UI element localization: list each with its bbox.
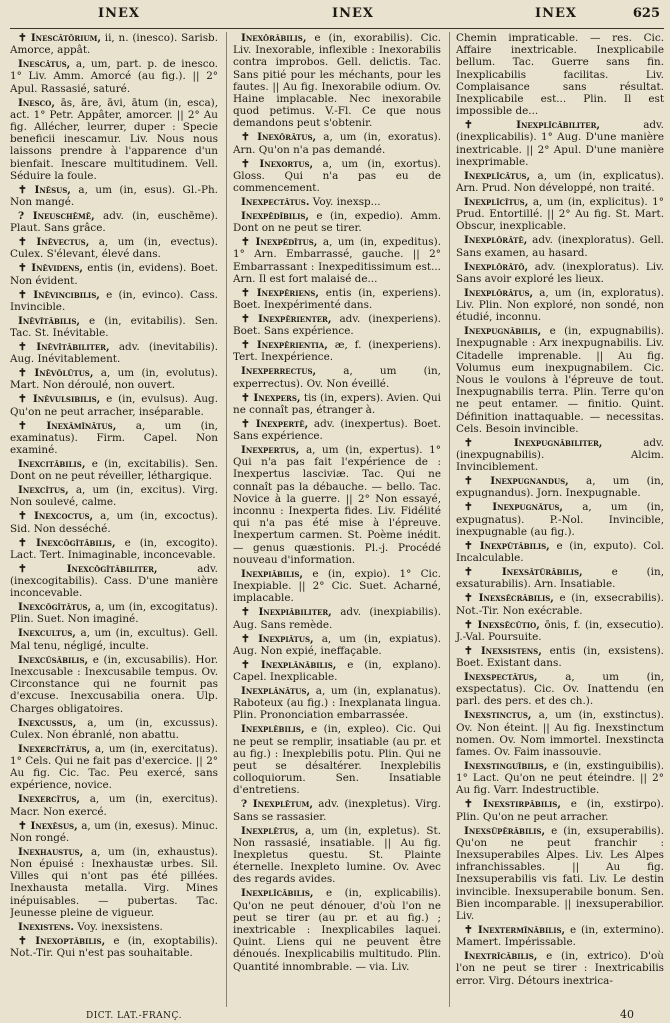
dictionary-entry [456, 475, 664, 499]
entry-headword: ✝ Inexpertē, [241, 417, 309, 430]
entry-headword: ✝ Inexcōgĭtābilis, [18, 536, 116, 549]
dictionary-entry [10, 458, 218, 482]
dictionary-entry [233, 158, 441, 195]
entry-definition: entis (in, evidens). Boet. Non évident. [10, 262, 218, 287]
dictionary-entry [456, 437, 664, 474]
dictionary-entry [233, 568, 441, 605]
entry-definition: e (in, expugnabilis). Inexpugnable : Arx inexpugnabilis. Liv. Citadelle imprenable. || Au fig. Volumus eum inexpugnabilem. Cic. Nous le voulons à l'épreuve de tout. Inexpugnabilis terra. Plin. Terre qu'on ne peut entamer. — finitio. Quint. Définition inattaquable. — necessitas. Cels. Besoin invincible. [456, 325, 664, 435]
entry-definition: adv. (inexploratus). Liv. Sans avoir exploré les lieux. [456, 260, 664, 285]
entry-definition: a, um (in, evectus). Culex. S'élevant, élevé dans. [10, 236, 218, 261]
entry-definition: adv. (inexpugnabilis). Alcim. Invinciblement. [456, 436, 664, 474]
sheet-number: 40 [620, 1008, 634, 1021]
entry-definition: e (in, exstinguibilis). 1° Lact. Qu'on ne peut éteindre. || 2° Au fig. Varr. Indestructible. [456, 759, 664, 797]
entry-definition: a, um (in, explanatus). Raboteux (au fig.) : Inexplanata lingua. Plin. Prononciation embarrassée. [233, 684, 441, 722]
page-footer [0, 1005, 670, 1021]
dictionary-entry [10, 289, 218, 313]
entry-definition: tis (in, expers). Avien. Qui ne connaît pas, étranger à. [233, 391, 441, 416]
entry-headword: Inexplānātus, [241, 684, 311, 697]
dictionary-entry [456, 825, 664, 923]
entry-headword: Inexcitābilis, [18, 458, 86, 471]
entry-definition: a, um (in, experrectus). Ov. Non éveillé. [233, 365, 441, 390]
entry-headword: ✝ Inexplĭcābiliter, [464, 119, 601, 132]
entry-definition: a, um (in, expugnandus). Jorn. Inexpugnable. [456, 475, 664, 500]
entry-definition: e (in, explicabilis). Qu'on ne peut dénouer, d'où l'on ne peut se tirer (au pr. et au fig.) ; inextricable : Inexplicabiles laquei. Quint. Liens qui ne peuvent être dénoués. Inexplicabilis multitudo. Plin. Quantité innombrable. — via. Liv. [233, 887, 441, 973]
entry-headword: Inexōrābilis, [241, 32, 307, 44]
dictionary-entry [456, 196, 664, 233]
dictionary-entry [456, 287, 664, 324]
dictionary-entry [233, 287, 441, 311]
entry-definition: e (in, expio). 1° Cic. Inexpiable. || 2° Cic. Suet. Acharné, implacable. [233, 567, 441, 605]
page-number: 625 [632, 6, 660, 21]
dictionary-entry [233, 825, 441, 886]
entry-definition: ās, āre, āvi, ātum (in, esca), act. 1° Petr. Appâter, amorcer. || 2° Au fig. Allécher, leurrer, duper : Specie beneficii inescamur. Liv. Nous nous laissons prendre à l'apparence d'un bienfait. Inescare multitudinem. Vell. Séduire la foule. [10, 96, 218, 182]
entry-definition: e (in, exsaturabilis). Arn. Insatiable. [456, 566, 664, 591]
dictionary-entry [10, 262, 218, 286]
dictionary-entry [456, 950, 664, 987]
entry-definition: adv. (inexcogitabilis). Cass. D'une manière inconcevable. [10, 562, 218, 600]
entry-definition: e (in, explano). Capel. Inexplicable. [233, 658, 441, 683]
entry-headword: ✝ Inexsĕcūtio, [464, 618, 540, 631]
dictionary-entry [10, 921, 218, 933]
entry-definition: adv. (inexperiens). Boet. Sans expérience. [233, 313, 441, 338]
dictionary-entry [10, 420, 218, 457]
entry-definition: adv. (in, euschēme). Plaut. Sans grâce. [10, 210, 218, 235]
entry-definition: e (in, expleo). Cic. Qui ne peut se remplir, insatiable (au pr. et au fig.) : Inexplebilis potu. Plin. Qui ne peut se désaltérer. Inexplebilis colloquiorum. Sen. Insatiable d'entretiens. [233, 723, 441, 797]
entry-definition: e (in, excitabilis). Sen. Dont on ne peut réveiller, léthargique. [10, 458, 218, 483]
entry-definition: a, um (in, excussus). Culex. Non ébranlé, non abattu. [10, 716, 218, 741]
entry-headword: Inexercĭtātus, [18, 742, 91, 755]
dictionary-entry [10, 32, 218, 56]
entry-headword: Inexpectātus. [241, 196, 310, 209]
dictionary-entry [233, 236, 441, 285]
dictionary-entry [456, 234, 664, 258]
dictionary-entry [456, 325, 664, 435]
entry-headword: ✝ Inexpiātus, [241, 632, 314, 645]
dictionary-entry [233, 444, 441, 566]
entry-definition: e (in, extrico). D'où l'on ne peut se tirer : Inextricabilis error. Virg. Détours inextrica- [456, 950, 664, 987]
dictionary-entry [10, 341, 218, 365]
entry-definition: entis (in, experiens). Boet. Inexpérimenté dans. [233, 286, 441, 312]
entry-definition: adv. (inexplicabilis). 1° Aug. D'une manière inextricable. || 2° Apul. D'une manière inexprimable. [456, 119, 664, 168]
entry-headword: Inexpiābilis, [241, 567, 304, 580]
column-right [449, 32, 664, 1007]
dictionary-entry [233, 392, 441, 416]
dictionary-entry [456, 32, 664, 117]
entry-headword: ? Ineuschēmē, [18, 210, 95, 223]
entry-headword: ✝ Inexortus, [241, 157, 314, 170]
entry-headword: ✝ Inexsătŭrābilis, [464, 566, 583, 579]
dictionary-entry [10, 184, 218, 208]
entry-headword: Inexhaustus, [18, 845, 84, 858]
entry-headword: Inexistens. [18, 920, 74, 933]
entry-headword: ✝ Inexpugnandus, [464, 475, 569, 488]
entry-headword: ✝ Inēvulsibilis, [18, 393, 101, 406]
dictionary-entry [456, 709, 664, 758]
entry-headword: ✝ Inēvidens, [18, 262, 84, 275]
entry-headword: ✝ Inexplānābilis, [241, 658, 337, 671]
dictionary-entry [233, 210, 441, 234]
dictionary-entry [10, 846, 218, 919]
entry-definition: æ, f. (inexperiens). Tert. Inexpérience. [233, 339, 441, 364]
entry-headword: ✝ Inexpĕdītus, [241, 236, 318, 249]
entry-headword: Inescātus, [18, 58, 71, 71]
dictionary-entry [10, 563, 218, 600]
dictionary-entry [456, 645, 664, 669]
dictionary-entry [456, 119, 664, 168]
dictionary-entry [10, 717, 218, 741]
dictionary-entry [233, 196, 441, 208]
entry-headword: ✝ Inexsĕcrābilis, [464, 592, 554, 605]
entry-headword: ✝ Inexpĕriens, [241, 286, 319, 299]
entry-definition: a, um (in, explicitus). 1° Prud. Entortillé. || 2° Au fig. St. Mart. Obscur, inexplicable. [456, 196, 664, 233]
entry-headword: ✝ Inexpugnātus, [464, 501, 564, 514]
entry-definition: a, um (in, excultus). Gell. Mal tenu, négligé, inculte. [10, 627, 218, 652]
dictionary-entry [10, 210, 218, 234]
entry-headword: ✝ Inexpĕrientia, [241, 339, 328, 352]
dictionary-entry [233, 131, 441, 155]
dictionary-entry [456, 501, 664, 538]
entry-definition: Chemin impraticable. — res. Cic. Affaire inextricable. Inexplicabile bellum. Tac. Guerre sans fin. Inexplicabilis facilitas. Liv. Complaisance sans résultat. Inexplicabile est... Plin. Il est impossible de... [456, 32, 664, 118]
entry-definition: a, um (in, expletus). St. Non rassasié, insatiable. || Au fig. Inexpletus questu. St. Plainte éternelle. Inexpleto lumine. Ov. Avec des regards avides. [233, 824, 441, 886]
entry-headword: Inexplōrātē, [464, 234, 528, 247]
entry-headword: ✝ Inexpŭtābilis, [464, 539, 550, 552]
entry-definition: e (in, exsuperabilis). Qu'on ne peut franchir : Inexsuperabiles Alpes. Liv. Les Alpes infranchissables. || Au fig. Inexsuperabilis vis fati. Liv. Le destin invincible. Inexsuperabile bonum. Sen. Bien incomparable. || inexsuperabilior. Liv. [456, 824, 664, 922]
entry-headword: Inexplōrātō, [464, 260, 529, 273]
dictionary-entry [10, 367, 218, 391]
entry-headword: ✝ Inexcōgĭtābiliter, [18, 562, 158, 575]
entry-headword: Inexcultus, [18, 627, 76, 640]
footer-signature: DICT. LAT.-FRANÇ. [86, 1011, 182, 1021]
dictionary-entry [456, 170, 664, 194]
dictionary-entry [233, 313, 441, 337]
entry-headword: ✝ Inexpĕrienter, [241, 313, 332, 326]
entry-definition: a, um (in, exstinctus). Ov. Non éteint. || Au fig. Inexstinctum nomen. Ov. Nom immortel. Inexstincta fames. Ov. Faim inassouvie. [456, 709, 664, 758]
dictionary-entry [10, 627, 218, 651]
entry-headword: Inexercĭtus, [18, 793, 81, 806]
entry-headword: Inexspectātus, [464, 670, 538, 683]
entry-headword: ✝ Inexēsus, [18, 819, 78, 832]
entry-headword: ✝ Inexstirpābilis, [464, 798, 561, 811]
entry-definition: a, um (in, expertus). 1° Qui n'a pas fait l'expérience de : Inexpertus lasciviæ. Tac. Qui ne connaît pas la débauche. — bello. Tac. Novice à la guerre. || 2° Non essayé, inconnu : Inexperta fides. Liv. Fidélité qui n'a pas été mise à l'épreuve. Inexpertum carmen. St. Poème inédit. — genus quæstionis. Pl.-j. Procédé nouveau d'information. [233, 444, 441, 566]
entry-definition: a, um (in, exercitatus). 1° Cels. Qui ne fait pas d'exercice. || 2° Au fig. Cic. Tac. Peu exercé, sans expérience, novice. [10, 742, 218, 792]
entry-headword: Inexpĕdībilis, [241, 210, 310, 223]
entry-headword: ✝ Inexāmĭnātus, [18, 419, 117, 432]
entry-headword: Inexpertus, [241, 444, 300, 457]
entry-headword: ✝ Inexpers, [241, 391, 301, 404]
dictionary-entry [233, 659, 441, 683]
entry-headword: Inexpugnābilis, [464, 325, 542, 338]
dictionary-entry [10, 236, 218, 260]
entry-headword: ✝ Inēvectus, [18, 236, 90, 249]
dictionary-entry [10, 484, 218, 508]
running-header [10, 0, 664, 29]
entry-headword: ✝ Inēvŏlūtus, [18, 367, 94, 380]
dictionary-entry [10, 315, 218, 339]
entry-definition: e (in, evinco). Cass. Invincible. [10, 288, 218, 313]
entry-definition: a, um (in, expeditus). 1° Arn. Embarrassé, gauche. || 2° Embarrassant : Inexpeditissimum est... Arn. Il est fort malaisé de... [233, 236, 441, 285]
entry-definition: a, um (in, excoctus). Sid. Non desséché. [10, 510, 218, 535]
entry-headword: Inextrīcābilis, [464, 950, 538, 963]
entry-headword: Inexstinguĭbilis, [464, 759, 548, 772]
dictionary-entry [10, 601, 218, 625]
entry-headword: Inexcussus, [18, 716, 77, 729]
entry-definition: e (in, exputo). Col. Incalculable. [456, 539, 664, 565]
entry-headword: Inesco, [18, 96, 55, 109]
entry-definition: Voy. inexsp... [312, 196, 381, 209]
entry-headword: Inexplĭcātus, [464, 169, 531, 182]
dictionary-entry [10, 743, 218, 792]
dictionary-entry [10, 97, 218, 182]
header-guide-word-center: INEX [332, 6, 374, 21]
dictionary-entry [233, 723, 441, 796]
entry-definition: a, um (in, explicatus). Arn. Prud. Non développé, non traité. [456, 169, 664, 195]
entry-headword: Inexsŭpĕrābilis, [464, 824, 546, 837]
entry-definition: a, um (in, exortus). Gloss. Qui n'a pas eu de commencement. [233, 157, 441, 195]
entry-headword: ✝ Inexsistens, [464, 644, 542, 657]
entry-definition: e (in, extermino). Mamert. Impérissable. [456, 923, 664, 949]
entry-definition: ōnis, f. (in, exsecutio). J.-Val. Poursuite. [456, 618, 664, 643]
dictionary-entry [233, 418, 441, 442]
dictionary-entry [456, 540, 664, 564]
entry-headword: ✝ Inextermĭnābilis, [464, 923, 566, 936]
header-guide-word-left: INEX [98, 6, 140, 21]
column-left [10, 32, 218, 1007]
column-middle [226, 32, 441, 1007]
entry-definition: e (in, exoptabilis). Not.-Tir. Qui n'est pas souhaitable. [10, 934, 218, 959]
entry-definition: ii, n. (inesco). Sarisb. Amorce, appât. [10, 32, 218, 57]
entry-headword: Inexcĭtus, [18, 484, 69, 497]
entry-definition: e (in, exorabilis). Cic. Liv. Inexorable, inflexible : Inexorabilis contra improbos. Gell. delictis. Tac. Sans pitié pour les méchants, pour les fautes. || Au fig. Inexorabile odium. Ov. Haine implacable. Nec inexorabile quod petimus. V.-Fl. Ce que nous demandons peut s'obtenir. [233, 32, 441, 130]
entry-definition: a, um (in, expiatus). Aug. Non expié, ineffaçable. [233, 632, 441, 657]
entry-definition: a, um (in, exercitus). Macr. Non exercé. [10, 793, 218, 818]
dictionary-entry [233, 633, 441, 657]
entry-headword: Inexcōgĭtātus, [18, 601, 92, 614]
entry-definition: a, um (in, expugnatus). P.-Nol. Invincible, inexpugnable (au fig.). [456, 501, 664, 538]
entry-headword: Inexcūsābilis, [18, 653, 89, 666]
entry-definition: e (in, evitabilis). Sen. Tac. St. Inévitable. [10, 314, 218, 340]
entry-definition: e (in, expedio). Amm. Dont on ne peut se tirer. [233, 210, 441, 235]
entry-definition: entis (in, exsistens). Boet. Existant dans. [456, 644, 664, 669]
dictionary-entry [456, 261, 664, 285]
entry-definition: e (in, exsecrabilis). Not.-Tir. Non exécrable. [456, 592, 664, 617]
dictionary-entry [10, 793, 218, 817]
entry-headword: Inexplēbilis, [241, 723, 305, 736]
dictionary-entry [10, 654, 218, 715]
entry-definition: a, um (in, excitus). Virg. Non soulevé, calme. [10, 484, 218, 509]
entry-definition: adv. (inexpletus). Virg. Sans se rassasier. [233, 798, 441, 823]
entry-definition: adv. (inexpertus). Boet. Sans expérience. [233, 417, 441, 443]
text-columns [10, 32, 664, 1007]
entry-headword: ✝ Inēsus, [18, 183, 71, 196]
dictionary-entry [10, 393, 218, 417]
entry-headword: Inexperrectus, [241, 365, 317, 378]
entry-definition: a, um (in, exspectatus). Cic. Ov. Inattendu (en parl. des pers. et des ch.). [456, 670, 664, 708]
entry-headword: ✝ Inexcoctus, [18, 510, 94, 523]
entry-definition: a, um (in, exoratus). Arn. Qu'on n'a pas demandé. [233, 131, 441, 156]
dictionary-entry [10, 58, 218, 95]
entry-definition: a, um (in, exhaustus). Non épuisé : Inexhaustæ urbes. Sil. Villes qui n'ont pas été pillées. Inexhausta metalla. Virg. Mines inépuisables. — pubertas. Tac. Jeunesse pleine de vigueur. [10, 845, 218, 919]
entry-definition: Voy. inexsistens. [77, 920, 163, 933]
entry-headword: ✝ Inexpugnābiliter, [464, 436, 603, 449]
entry-headword: ✝ Inexōrātus, [241, 131, 317, 144]
entry-headword: Inēvītābilis, [18, 314, 80, 327]
entry-definition: a, um (in, exesus). Minuc. Non rongé. [10, 819, 218, 844]
dictionary-entry [233, 365, 441, 389]
entry-definition: a, um (in, excogitatus). Plin. Suet. Non imaginé. [10, 601, 218, 626]
dictionary-entry [456, 924, 664, 948]
dictionary-entry [456, 671, 664, 708]
entry-headword: ? Inexplētum, [241, 798, 313, 811]
dictionary-entry [10, 820, 218, 844]
entry-headword: Inexplōrātus, [464, 286, 534, 299]
dictionary-entry [456, 798, 664, 822]
entry-headword: ✝ Inescātōrium, [18, 32, 101, 44]
entry-definition: adv. (inexpiabilis). Aug. Sans remède. [233, 606, 441, 631]
dictionary-entry [456, 566, 664, 590]
dictionary-entry [233, 887, 441, 972]
entry-headword: Inexplĭcābilis, [241, 887, 314, 900]
entry-headword: ✝ Inēvincibilis, [18, 288, 100, 301]
dictionary-entry [233, 339, 441, 363]
entry-definition: e (in, evulsus). Aug. Qu'on ne peut arracher, inséparable. [10, 393, 218, 418]
entry-definition: adv. (inevitabilis). Aug. Inévitablement. [10, 341, 218, 366]
entry-definition: e (in, excusabilis). Hor. Inexcusable : Inexcusabile tempus. Ov. Circonstance qui ne fournit pas d'excuse. Inexcusabilia onera. Ulp. Charges obligatoires. [10, 653, 218, 715]
entry-definition: e (in, excogito). Lact. Tert. Inimaginable, inconcevable. [10, 536, 218, 561]
dictionary-entry [233, 685, 441, 722]
entry-definition: e (in, exstirpo). Plin. Qu'on ne peut arracher. [456, 798, 664, 823]
entry-definition: a, um, part. p. de inesco. 1° Liv. Amm. Amorcé (au fig.). || 2° Apul. Rassasié, saturé. [10, 58, 218, 95]
dictionary-entry [456, 592, 664, 616]
dictionary-entry [233, 32, 441, 130]
entry-headword: ✝ Inexpiābiliter, [241, 606, 332, 619]
header-guide-word-right: INEX [535, 6, 577, 21]
dictionary-entry [10, 935, 218, 959]
entry-headword: ✝ Inēvītābiliter, [18, 341, 110, 354]
entry-definition: a, um (in, evolutus). Mart. Non déroulé, non ouvert. [10, 367, 218, 392]
entry-definition: a, um (in, examinatus). Firm. Capel. Non examiné. [10, 419, 218, 457]
dictionary-entry [233, 606, 441, 630]
entry-definition: adv. (inexploratus). Gell. Sans examen, au hasard. [456, 234, 664, 259]
dictionary-entry [10, 537, 218, 561]
entry-headword: Inexstinctus, [464, 709, 532, 722]
dictionary-entry [456, 760, 664, 797]
entry-headword: Inexplĭcĭtus, [464, 196, 529, 209]
dictionary-entry [233, 798, 441, 822]
entry-definition: a, um (in, esus). Gl.-Ph. Non mangé. [10, 183, 218, 209]
dictionary-entry [10, 510, 218, 534]
entry-headword: ✝ Inexoptābilis, [18, 934, 106, 947]
entry-headword: Inexplētus, [241, 824, 299, 837]
entry-definition: a, um (in, exploratus). Liv. Plin. Non exploré, non sondé, non étudié, inconnu. [456, 286, 664, 324]
dictionary-entry [456, 619, 664, 643]
